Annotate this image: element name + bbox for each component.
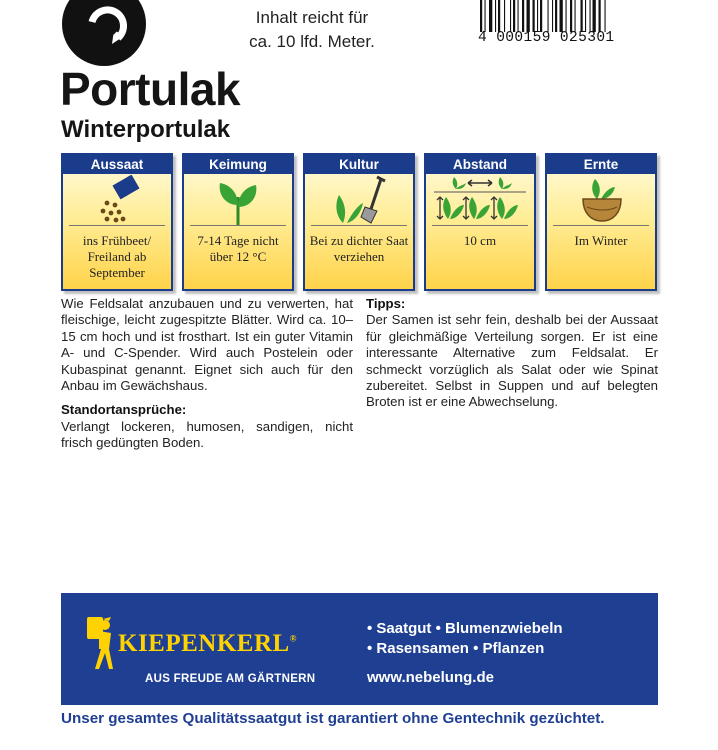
gmo-free-disclaimer: Unser gesamtes Qualitätssaatgut ist garantiert ohne Gentechnik gezüchtet. [61,710,605,727]
info-box-text: 7-14 Tage nicht über 12 °C [197,233,279,264]
description-left-column [61,296,353,452]
ean-number: 4 000159 025301 [478,30,615,46]
soil-line [69,225,165,226]
description-right-column [366,296,658,411]
info-box-kultur [303,153,415,291]
product-description: Wie Feldsalat anzubauen und zu verwerten, hat fleischige, leicht zugespitzte Blätter. Wird ca. 10–15 cm hoch und ist frosthart. Ist ein guter Vitamin A- und C-Spender. Wird auch Postelein oder Kubaspinat genannt. Eignet sich auch für den Anbau im Gewächshaus. [61,296,353,394]
info-box-ernte [545,153,657,291]
info-box-keimung [182,153,294,291]
product-range-line1: • Saatgut • Blumenzwiebeln [367,620,563,637]
info-box-heading: Abstand [426,155,534,174]
tips-heading: Tipps: [366,296,406,311]
brand-name [118,630,297,658]
brand-slogan: AUS FREUDE AM GÄRTNERN [145,673,316,685]
seed-packet-icon [63,175,171,227]
barcode-icon [478,0,650,32]
info-box-text: Bei zu dichter Saat verziehen [309,233,409,264]
info-box-text: ins Frühbeet/ Freiland ab September [82,233,152,280]
info-box-abstand [424,153,536,291]
info-box-text: 10 cm [463,233,497,248]
info-box-heading: Ernte [547,155,655,174]
product-range-list [367,619,563,659]
website-link[interactable]: www.nebelung.de [367,669,494,686]
info-box-heading: Kultur [305,155,413,174]
content-amount-note [222,6,402,54]
shovel-plant-icon [305,175,413,227]
info-box-aussaat [61,153,173,291]
seedling-icon [184,175,292,227]
plant-spacing-icon [426,175,534,227]
info-box-text: Im Winter [574,233,628,248]
content-amount-line2: ca. 10 lfd. Meter. [249,32,375,51]
soil-line [553,225,649,226]
soil-line [190,225,286,226]
cultivation-info-boxes [61,153,659,291]
product-title: Portulak [60,63,241,115]
brand-name-text: KIEPENKERL [118,630,290,657]
recycling-logo-icon [62,0,146,66]
tips-text: Der Samen ist sehr fein, deshalb bei der Aussaat für gleichmäßige Verteilung sorgen. Er ist eine interessante Alternative zum Feldsalat. Er schmeckt vorzüglich als Salat oder wie Spinat zubereitet. Selbst in Suppen und auf belegten Broten ist er eine Abwechselung. [366,312,658,410]
registered-mark-icon: ® [289,633,297,644]
soil-line [432,225,528,226]
content-amount-line1: Inhalt reicht für [255,8,369,27]
kiepenkerl-mascot-icon [81,613,115,671]
site-requirements-text: Verlangt lockeren, humosen, sandigen, nicht frisch gedüngten Boden. [61,418,353,451]
brand-banner [61,593,658,705]
product-subtitle: Winterportulak [61,116,231,143]
harvest-bowl-icon [547,175,655,227]
info-box-heading: Keimung [184,155,292,174]
product-range-line2: • Rasensamen • Pflanzen [367,640,545,657]
soil-line [311,225,407,226]
site-requirements-heading: Standortansprüche: [61,402,187,418]
info-box-heading: Aussaat [63,155,171,174]
